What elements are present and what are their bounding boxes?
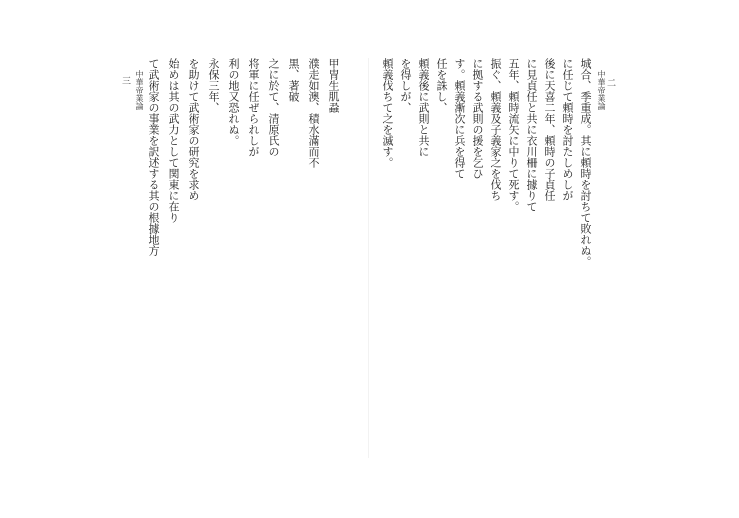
right-column-10: 後に天喜二年、頼時の子貞任 bbox=[543, 58, 556, 201]
left-page-number: 三 bbox=[122, 77, 132, 87]
left-column-10: 甲冑生肌蝨 bbox=[327, 58, 340, 113]
left-column-6: 将軍に任ぜられしが bbox=[247, 58, 260, 157]
right-column-12: 城合、季重成。其に頼時を討ちて敗れぬ。 bbox=[579, 58, 592, 267]
left-column-4: 永保三年、 bbox=[207, 58, 220, 113]
right-column-6: に拠する武則の援を乞ひ bbox=[471, 58, 484, 179]
left-column-7: 之に於て、清原氏の bbox=[267, 58, 280, 157]
left-column-8: 黒、著破 bbox=[287, 58, 300, 102]
right-column-7: 振ぐ、頼義及子義家之を伐ち bbox=[489, 58, 502, 201]
left-column-5: 利の地又恐れぬ。 bbox=[227, 58, 240, 146]
left-column-2: 始めは其の武力として関東に在り bbox=[167, 58, 180, 223]
right-column-4: 任を誅し、 bbox=[435, 58, 448, 113]
page-gutter bbox=[368, 58, 369, 458]
right-column-8: 五年、頼時流矢に中りて死す。 bbox=[507, 58, 520, 212]
right-column-3: 頼義後に武則と共に bbox=[417, 58, 430, 157]
book-spread bbox=[118, 58, 618, 458]
right-column-2: を得しが、 bbox=[399, 58, 412, 113]
left-column-3: を助けて武術家の研究を求め bbox=[187, 58, 200, 201]
right-column-5: す。頼義漸次に兵を得て bbox=[453, 58, 466, 179]
left-page-header: 中華帝業論 bbox=[135, 70, 144, 110]
right-column-11: に任じて頼時を討たしめしが bbox=[561, 58, 574, 201]
right-page-header: 中華帝業論 bbox=[597, 70, 606, 110]
left-column-9: 濮走如澳、積水滿而不 bbox=[307, 58, 320, 168]
right-column-1: 頼義伐ちて之を滅す。 bbox=[381, 58, 394, 168]
right-column-9: に見貞任と共に衣川柵に據りて bbox=[525, 58, 538, 212]
left-column-1: て武術家の事業を訳述する其の根據地方 bbox=[147, 58, 160, 256]
right-page-number: 二 bbox=[606, 79, 616, 89]
